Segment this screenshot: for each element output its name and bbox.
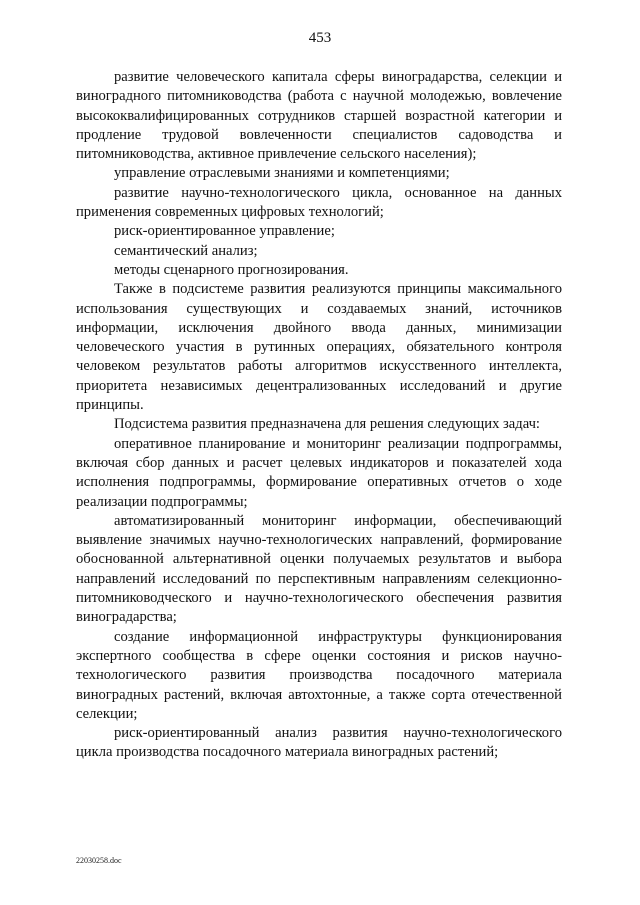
paragraph: семантический анализ;	[114, 242, 258, 259]
paragraph: Также в подсистеме развития реализуются принципы максимального использования существующих и создаваемых знаний, источников информации, исключения двойного ввода данных, минимизации человеческого участия в рутинных операциях, обязательного контроля человеком результатов работы алгоритмов искусственного интеллекта, приоритета независимых децентрализованных исследований и другие принципы.	[76, 281, 562, 414]
paragraph: риск-ориентированное управление;	[114, 223, 335, 240]
paragraph: оперативное планирование и мониторинг реализации подпрограммы, включая сбор данных и расчет целевых индикаторов и показателей хода исполнения подпрограммы, формирование оперативных отчетов о ходе реализации подпрограммы;	[76, 435, 562, 510]
document-body	[76, 68, 562, 763]
paragraph: создание информационной инфраструктуры функционирования экспертного сообщества в сфере оценки состояния и рисков научно-технологического развития производства посадочного материала виноградных растений, включая автохтонные, а также сорта отечественной селекции;	[76, 628, 562, 722]
document-file-code: 22030258.doc	[76, 856, 122, 865]
paragraph: управление отраслевыми знаниями и компетенциями;	[114, 165, 450, 182]
page-number: 453	[308, 30, 332, 46]
paragraph: развитие человеческого капитала сферы виноградарства, селекции и виноградного питомниководства (работа с научной молодежью, вовлечение высококвалифицированных сотрудников старшей возрастной категории и продление трудовой вовлеченности специалистов садоводства и питомниководства, активное привлечение сельского населения);	[76, 69, 562, 163]
paragraph: развитие научно-технологического цикла, основанное на данных применения современных цифровых технологий;	[76, 184, 562, 221]
paragraph: автоматизированный мониторинг информации, обеспечивающий выявление значимых научно-технологических направлений, формирование обоснованной альтернативной оценки получаемых результатов и выбора направлений исследований по перспективным направлениям селекционно-питомниководческого и научно-технологического обеспечения развития виноградарства;	[76, 512, 562, 626]
paragraph: методы сценарного прогнозирования.	[114, 261, 349, 278]
paragraph: риск-ориентированный анализ развития научно-технологического цикла производства посадочного материала виноградных растений;	[76, 725, 562, 761]
paragraph: Подсистема развития предназначена для решения следующих задач:	[114, 416, 540, 433]
